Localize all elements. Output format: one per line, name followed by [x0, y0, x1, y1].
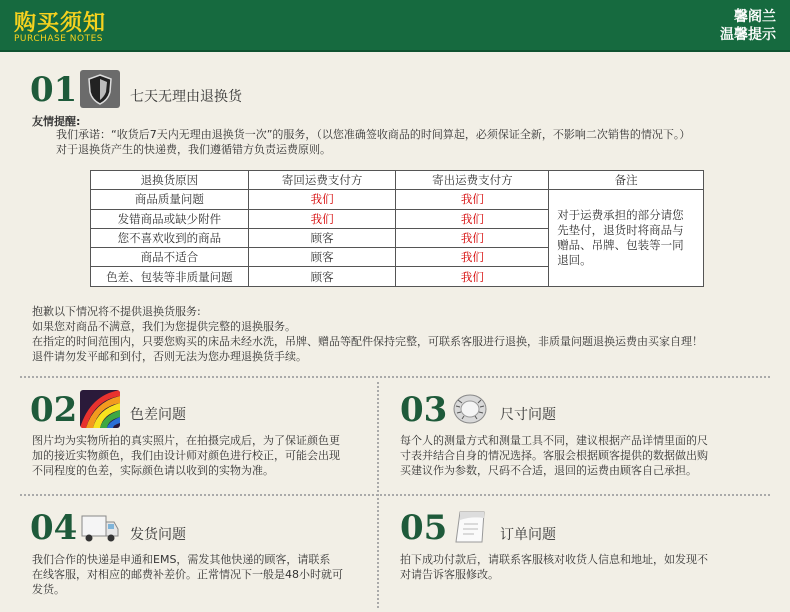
table-header: 退换货原因: [91, 171, 249, 190]
return-policy-table: [90, 170, 704, 287]
table-header: 备注: [549, 171, 704, 190]
table-header-row: [91, 171, 704, 190]
table-cell-return-payer: 我们: [248, 190, 396, 209]
color-note-line: 加的接近实物颜色，我们由设计师对颜色进行校正，可能会出现: [32, 449, 340, 462]
section-number-02: 02: [30, 390, 78, 430]
document-icon: [450, 508, 490, 546]
no-return-heading: 抱歉以下情况将不提供退换货服务:: [32, 305, 201, 318]
section-divider: [20, 494, 770, 496]
table-cell-reason: 发错商品或缺少附件: [91, 209, 249, 228]
shield-icon: [80, 70, 120, 108]
table-header: 寄回运费支付方: [248, 171, 396, 190]
brand-block: [720, 8, 776, 44]
section-divider: [20, 376, 770, 378]
table-cell-send-payer: 我们: [396, 248, 549, 267]
column-divider: [377, 382, 379, 608]
shipping-note-line: 在线客服，对相应的邮费补差价。正常情况下一般是48小时就可: [32, 568, 343, 581]
section-number-01: 01: [30, 70, 78, 110]
section-title-size: 尺寸问题: [500, 407, 556, 423]
no-return-line: 如果您对商品不满意，我们为您提供完整的退换服务。: [32, 320, 296, 333]
size-note-line: 每个人的测量方式和测量工具不同，建议根据产品详情里面的尺: [400, 434, 708, 447]
section-number-04: 04: [30, 508, 78, 548]
table-cell-send-payer: 我们: [396, 267, 549, 286]
page-title: 购买须知: [14, 11, 107, 36]
section-title-returns: 七天无理由退换货: [130, 89, 242, 105]
no-return-line: 在指定的时间范围内，只要您购买的床品未经水洗，吊牌、赠品等配件保持完整，可联系客服进行退换，非质量问题退换运费由买家自理！: [32, 335, 703, 348]
tape-measure-icon: [450, 390, 490, 428]
page-subtitle: PURCHASE NOTES: [14, 34, 104, 44]
table-cell-return-payer: 顾客: [248, 248, 396, 267]
section-title-shipping: 发货问题: [130, 527, 186, 543]
table-cell-reason: 商品不适合: [91, 248, 249, 267]
table-row: [91, 190, 704, 209]
order-note-line: 拍下成功付款后，请联系客服核对收货人信息和地址，如发现不: [400, 553, 708, 566]
table-cell-return-payer: 我们: [248, 209, 396, 228]
size-note-line: 买建议作为参数，尺码不合适，退回的运费由顾客自己承担。: [400, 464, 697, 477]
size-note-line: 寸表并结合自身的情况选择。客服会根据顾客提供的数据做出购: [400, 449, 708, 462]
section-title-color: 色差问题: [130, 407, 186, 423]
brand-tagline: 温馨提示: [720, 27, 776, 43]
color-swatch-icon: [80, 390, 120, 428]
order-note-line: 对请告诉客服修改。: [400, 568, 499, 581]
table-cell-return-payer: 顾客: [248, 228, 396, 247]
section-number-05: 05: [400, 508, 448, 548]
table-cell-reason: 商品质量问题: [91, 190, 249, 209]
table-header: 寄出运费支付方: [396, 171, 549, 190]
shipping-note-line: 发货。: [32, 583, 65, 596]
table-cell-note: 对于运费承担的部分请您先垫付，退货时将商品与赠品、吊牌、包装等一同退回。: [549, 190, 704, 286]
table-cell-send-payer: 我们: [396, 228, 549, 247]
truck-icon: [80, 508, 120, 546]
friendly-reminder-label: 友情提醒:: [32, 115, 81, 128]
shipping-note-line: 我们合作的快递是申通和EMS，需发其他快递的顾客，请联系: [32, 553, 331, 566]
color-note-line: 不同程度的色差，实际颜色请以收到的实物为准。: [32, 464, 274, 477]
section-title-order: 订单问题: [500, 527, 556, 543]
brand-name: 馨阁兰: [734, 9, 776, 25]
promise-text: 我们承诺：“收货后7天内无理由退换货一次”的服务，（以您准确签收商品的时间算起，必须保证全新，不影响二次销售的情况下。）: [56, 128, 691, 141]
table-cell-return-payer: 顾客: [248, 267, 396, 286]
table-cell-send-payer: 我们: [396, 209, 549, 228]
section-number-03: 03: [400, 390, 448, 430]
shipping-fee-text: 对于退换货产生的快递费，我们遵循错方负责运费原则。: [56, 143, 331, 156]
table-cell-reason: 色差、包装等非质量问题: [91, 267, 249, 286]
header-banner: [0, 0, 790, 52]
table-cell-reason: 您不喜欢收到的商品: [91, 228, 249, 247]
color-note-line: 图片均为实物所拍的真实照片，在拍摄完成后，为了保证颜色更: [32, 434, 340, 447]
table-cell-send-payer: 我们: [396, 190, 549, 209]
no-return-line: 退件请勿发平邮和到付，否则无法为您办理退换货手续。: [32, 350, 307, 363]
